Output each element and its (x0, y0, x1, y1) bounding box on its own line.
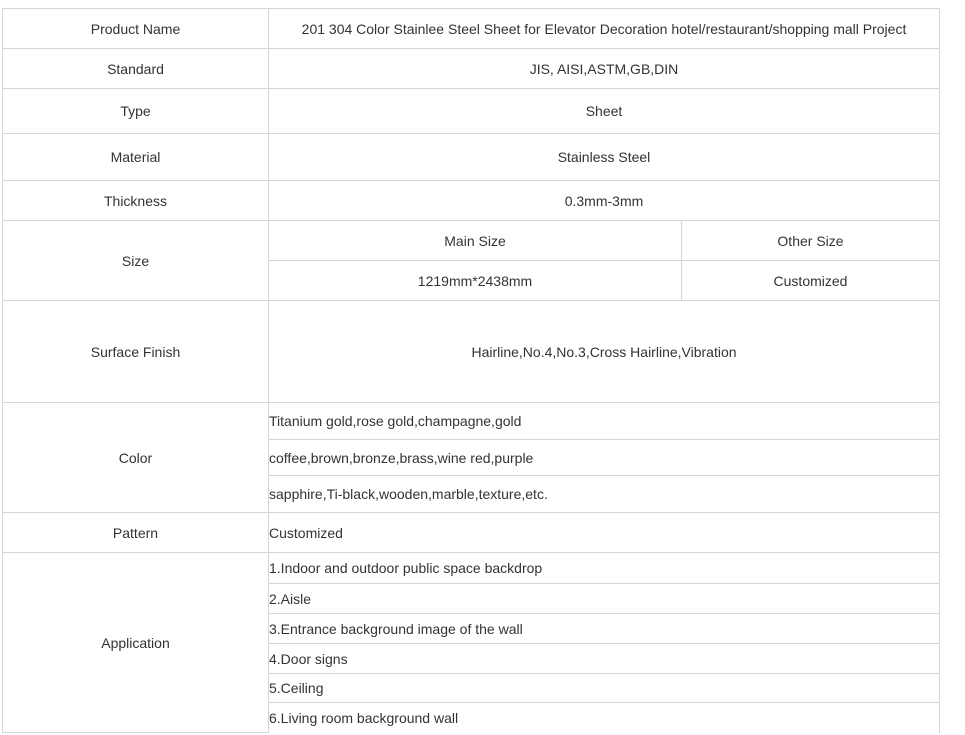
table-row (3, 221, 940, 261)
product-spec-table (2, 8, 940, 733)
table-row (3, 301, 940, 403)
size-label: Size (3, 221, 269, 301)
main-size-header: Main Size (269, 221, 682, 261)
table-row (3, 181, 940, 221)
application-item: 1.Indoor and outdoor public space backdrop (269, 553, 940, 584)
table-row (3, 513, 940, 553)
color-label: Color (3, 403, 269, 513)
pattern-label: Pattern (3, 513, 269, 553)
other-size-value: Customized (682, 261, 940, 301)
color-line: sapphire,Ti-black,wooden,marble,texture,etc. (269, 476, 940, 513)
surface-finish-label: Surface Finish (3, 301, 269, 403)
application-item: 3.Entrance background image of the wall (269, 614, 940, 644)
surface-finish-value: Hairline,No.4,No.3,Cross Hairline,Vibration (269, 301, 940, 403)
application-item: 6.Living room background wall (269, 703, 940, 733)
table-row (3, 403, 940, 440)
pattern-value: Customized (269, 513, 940, 553)
type-value: Sheet (269, 89, 940, 134)
table-row (3, 89, 940, 134)
table-row (3, 49, 940, 89)
table-row (3, 134, 940, 181)
application-item: 4.Door signs (269, 644, 940, 674)
type-label: Type (3, 89, 269, 134)
table-row (3, 553, 940, 584)
material-label: Material (3, 134, 269, 181)
product-name-value: 201 304 Color Stainlee Steel Sheet for Elevator Decoration hotel/restaurant/shopping mall Project (269, 9, 940, 49)
thickness-label: Thickness (3, 181, 269, 221)
application-item: 2.Aisle (269, 584, 940, 614)
standard-value: JIS, AISI,ASTM,GB,DIN (269, 49, 940, 89)
color-line: coffee,brown,bronze,brass,wine red,purple (269, 440, 940, 476)
application-label: Application (3, 553, 269, 733)
table-row (3, 9, 940, 49)
main-size-value: 1219mm*2438mm (269, 261, 682, 301)
product-name-label: Product Name (3, 9, 269, 49)
standard-label: Standard (3, 49, 269, 89)
color-line: Titanium gold,rose gold,champagne,gold (269, 403, 940, 440)
application-item: 5.Ceiling (269, 674, 940, 703)
other-size-header: Other Size (682, 221, 940, 261)
thickness-value: 0.3mm-3mm (269, 181, 940, 221)
material-value: Stainless Steel (269, 134, 940, 181)
